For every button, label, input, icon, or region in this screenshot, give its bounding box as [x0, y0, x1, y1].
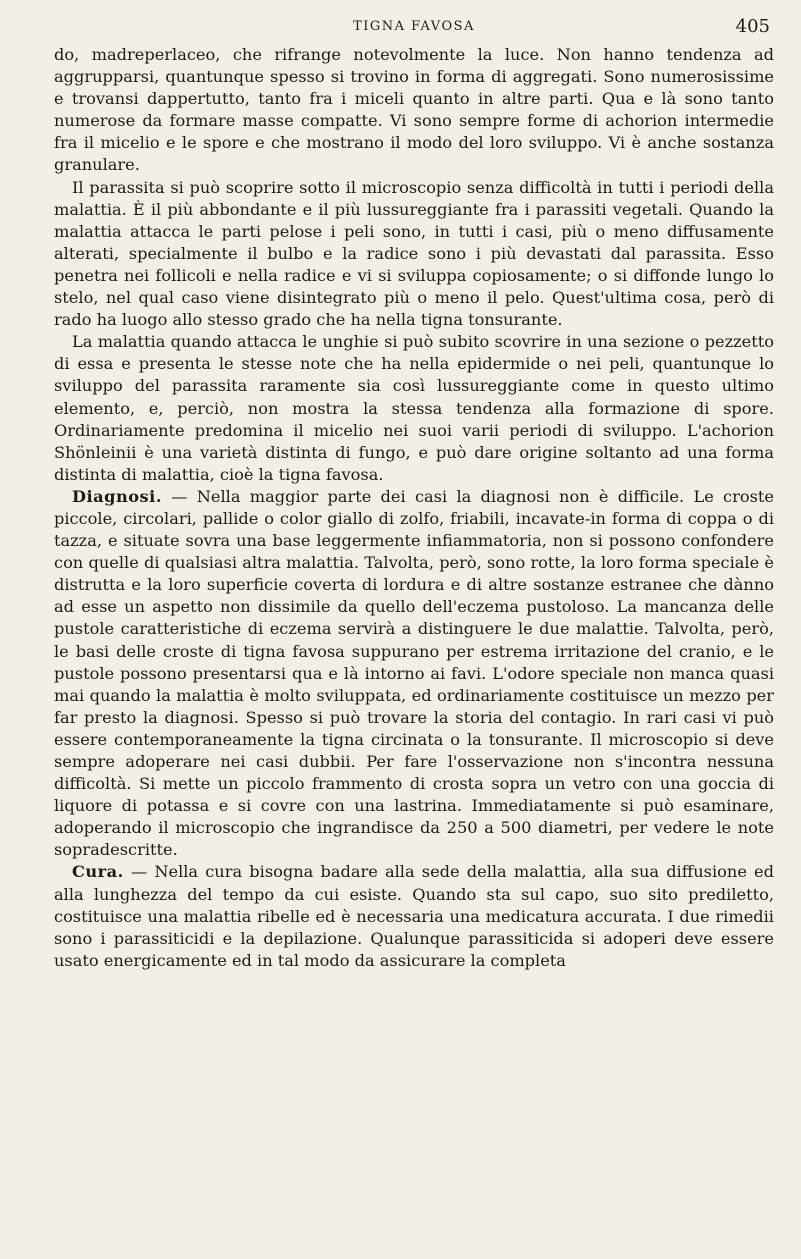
- paragraph-text: Il parassita si può scoprire sotto il microscopio senza difficoltà in tutti i periodi della malattia. È il più abbondante e il più lussureggiante fra i parassiti vegetali. Quando la malattia attacca le parti pelose i peli sono, in tutti i casi, più o meno diffusamente alterati, specialmente il bulbo e la radice sono i più devastati dal parassita. Esso penetra nei follicoli e nella radice e vi si sviluppa copiosamente; o si diffonde lungo lo stelo, nel qual caso viene disintegrato più o meno il pelo. Quest'ultima cosa, però di rado ha luogo allo stesso grado che ha nella tigna tonsurante.: [54, 177, 774, 330]
- section-heading-diagnosi: Diagnosi.: [72, 486, 162, 506]
- body-text: [54, 44, 774, 972]
- book-page: [54, 14, 774, 972]
- section-cura: [54, 861, 774, 971]
- page-number: 405: [735, 16, 770, 37]
- paragraph-nails: [54, 331, 774, 486]
- paragraph-text: — Nella cura bisogna badare alla sede della malattia, alla sua diffusione ed alla lunghezza del tempo da cui esiste. Quando sta sul capo, suo sito prediletto, costituisce una malattia ribelle ed è necessaria una medicatura accurata. I due rimedii sono i parassiticidi e la depilazione. Qualunque parassiticida si adoperi deve essere usato energicamente ed in tal modo da assicurare la completa: [54, 862, 774, 970]
- paragraph-text: La malattia quando attacca le unghie si può subito scovrire in una sezione o pezzetto di essa e presenta le stesse note che ha nella epidermide o nei peli, quantunque lo sviluppo del parassita raramente sia così lussureggiante come in questo ultimo elemento, e, perciò, non mostra la stessa tendenza alla formazione di spore. Ordinariamente predomina il micelio nei suoi varii periodi di sviluppo. L'achorion Shönleinii è una varietà distinta di fungo, e può dare origine soltanto ad una forma distinta di malattia, cioè la tigna favosa.: [54, 332, 774, 484]
- running-head: TIGNA FAVOSA: [353, 19, 475, 34]
- section-heading-cura: Cura.: [72, 862, 124, 882]
- paragraph-parasite-microscope: [54, 177, 774, 332]
- paragraph-text: — Nella maggior parte dei casi la diagnosi non è difficile. Le croste piccole, circolari, pallide o color giallo di zolfo, friabili, incavate-in forma di coppa o di tazza, e situate sovra una base leggermente infiammatoria, non si possono confondere con quelle di qualsiasi altra malattia. Talvolta, però, sono rotte, la loro forma speciale è distrutta e la loro superficie coverta di lordura e di altre sostanze estranee che dànno ad esse un aspetto non dissimile da quello dell'eczema pustoloso. La mancanza delle pustole caratteristiche di eczema servirà a distinguere le due malattie. Talvolta, però, le basi delle croste di tigna favosa suppurano per estrema irritazione del cranio, e le pustole possono presentarsi qua e là intorno ai favi. L'odore speciale non manca quasi mai quando la malattia è molto sviluppata, ed ordinariamente costituisce un mezzo per far presto la diagnosi. Spesso si può trovare la storia del contagio. In rari casi vi può essere contemporaneamente la tigna circinata o la tonsurante. Il microscopio si deve sempre adoperare nei casi dubbii. Per fare l'osservazione non s'incontra nessuna difficoltà. Si mette un piccolo frammento di crosta sopra un vetro con una goccia di liquore di potassa e si covre con una lastrina. Immediatamente si può esaminare, adoperando il microscopio che ingrandisce da 250 a 500 diametri, per vedere le note sopradescritte.: [54, 486, 774, 860]
- section-diagnosi: [54, 486, 774, 862]
- paragraph-spore-description: [54, 44, 774, 177]
- page-header: [54, 14, 774, 40]
- paragraph-text: do, madreperlaceo, che rifrange notevolmente la luce. Non hanno tendenza ad aggrupparsi, quantunque spesso si trovino in forma di aggregati. Sono numerosissime e trovansi dappertutto, tanto fra i miceli quanto in altre parti. Qua e là sono tanto numerose da formare masse compatte. Vi sono sempre forme di achorion intermedie fra il micelio e le spore e che mostrano il modo del loro sviluppo. Vi è anche sostanza granulare.: [54, 45, 774, 175]
